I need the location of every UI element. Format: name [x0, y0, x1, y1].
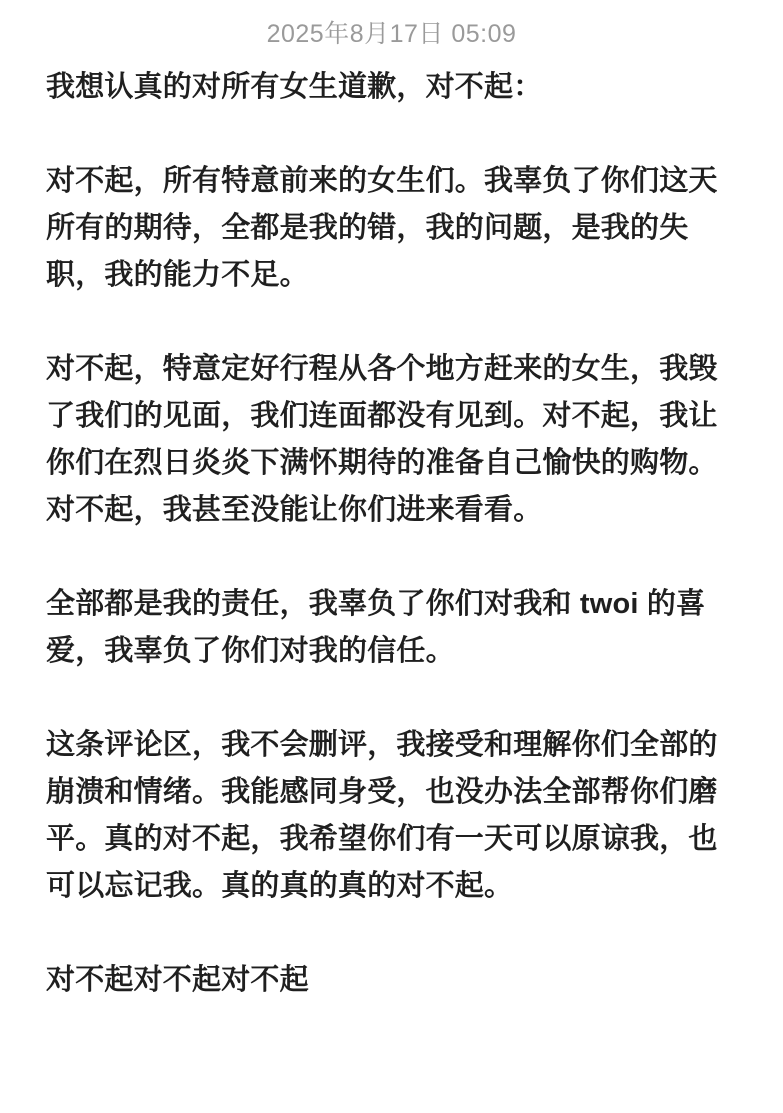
- post-body: [0, 64, 783, 1044]
- post-paragraph: 对不起，所有特意前来的女生们。我辜负了你们这天所有的期待，全都是我的错，我的问题，是我的失职，我的能力不足。: [46, 165, 718, 291]
- post-paragraph: 我想认真的对所有女生道歉，对不起：: [46, 71, 543, 103]
- post-paragraph: 对不起，特意定好行程从各个地方赶来的女生，我毁了我们的见面，我们连面都没有见到。对不起，我让你们在烈日炎炎下满怀期待的准备自己愉快的购物。对不起，我甚至没能让你们进来看看。: [46, 353, 718, 526]
- post-paragraph: 这条评论区，我不会删评，我接受和理解你们全部的崩溃和情绪。我能感同身受，也没办法全部帮你们磨平。真的对不起，我希望你们有一天可以原谅我，也可以忘记我。真的真的真的对不起。: [46, 729, 718, 902]
- post-paragraph: 全部都是我的责任，我辜负了你们对我和 twoi 的喜爱，我辜负了你们对我的信任。: [46, 588, 706, 667]
- post-paragraph: 对不起对不起对不起: [46, 964, 309, 996]
- post-timestamp: 2025年8月17日 05:09: [266, 20, 517, 48]
